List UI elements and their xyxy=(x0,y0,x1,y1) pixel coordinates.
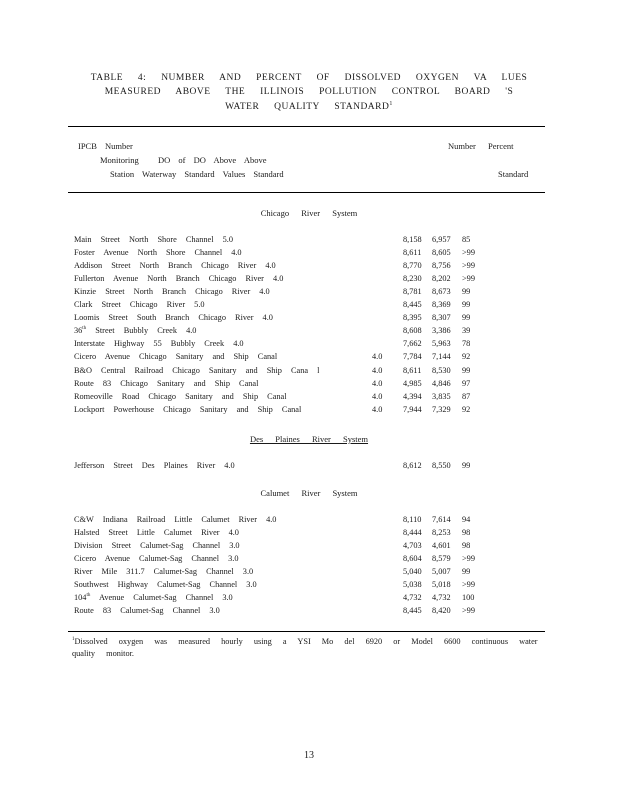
table-bottom-rule xyxy=(68,631,545,632)
cell-values-above-standard: 6,957 xyxy=(432,235,451,244)
cell-number-of-do-values: 4,394 xyxy=(403,391,422,401)
cell-number-of-do-values: 7,944 xyxy=(403,404,422,414)
cell-values-above-standard: 5,018 xyxy=(432,580,451,590)
table-row xyxy=(0,339,618,352)
station-name-text: Division Street Calumet-Sag Channel 3.0 xyxy=(74,541,240,551)
cell-percent-above-standard: >99 xyxy=(462,274,475,284)
station-name-text: Foster Avenue North Shore Channel 4.0 xyxy=(74,248,242,258)
ordinal-suffix: th xyxy=(86,593,91,599)
cell-percent-above-standard: 99 xyxy=(462,287,471,297)
station-name xyxy=(74,248,242,257)
header-percent: Percent xyxy=(488,141,514,151)
header-standard: Standard xyxy=(498,169,529,179)
station-name xyxy=(74,326,196,335)
station-name-text: Interstate Highway 55 Bubbly Creek 4.0 xyxy=(74,339,244,349)
station-name xyxy=(74,287,270,296)
footnote-marker: 1 xyxy=(72,637,75,642)
station-name-text: 104 xyxy=(74,593,87,603)
table-row xyxy=(0,528,618,541)
cell-values-above-standard: 7,144 xyxy=(432,352,451,362)
cell-values-above-standard: 4,732 xyxy=(432,593,451,603)
station-name-text: Clark Street Chicago River 5.0 xyxy=(74,300,205,310)
cell-percent-above-standard: 100 xyxy=(462,593,475,603)
cell-percent-above-standard: 99 xyxy=(462,300,471,310)
station-name-text: Southwest Highway Calumet-Sag Channel 3.0 xyxy=(74,580,257,590)
table-row xyxy=(0,392,618,405)
cell-percent-above-standard: 92 xyxy=(462,352,471,362)
section-title xyxy=(0,434,618,444)
header-bottom-rule xyxy=(68,192,545,193)
cell-values-above-standard: 5,007 xyxy=(432,567,451,577)
cell-values-above-standard: 8,420 xyxy=(432,606,451,616)
header-do-line: DO of DO Above Above xyxy=(158,155,267,165)
cell-number-of-do-values: 8,110 xyxy=(403,515,422,524)
station-name xyxy=(74,580,257,589)
cell-percent-above-standard: 97 xyxy=(462,378,471,388)
cell-number-of-do-values: 8,770 xyxy=(403,261,422,271)
station-name xyxy=(74,554,238,563)
station-name xyxy=(74,339,244,348)
station-name-text: Lockport Powerhouse Chicago Sanitary and Ship Canal xyxy=(74,404,302,414)
table-row xyxy=(0,287,618,300)
station-name-text: 36 xyxy=(74,326,83,336)
cell-percent-above-standard: 99 xyxy=(462,313,471,323)
cell-do-standard: 4.0 xyxy=(372,352,383,362)
cell-number-of-do-values: 8,608 xyxy=(403,326,422,336)
station-name-text: Loomis Street South Branch Chicago River 4.0 xyxy=(74,313,273,323)
cell-percent-above-standard: >99 xyxy=(462,554,475,564)
page-number: 13 xyxy=(304,750,314,761)
station-name xyxy=(74,528,239,537)
station-name-rest: Avenue Calumet-Sag Channel 3.0 xyxy=(90,593,233,603)
cell-number-of-do-values: 4,985 xyxy=(403,378,422,388)
table-row xyxy=(0,541,618,554)
section-title-text: Calumet River System xyxy=(260,488,358,498)
cell-values-above-standard: 7,614 xyxy=(432,515,451,524)
cell-values-above-standard: 8,605 xyxy=(432,248,451,258)
table-row xyxy=(0,352,618,365)
station-name xyxy=(74,515,276,524)
station-name xyxy=(74,274,283,283)
station-name-text: C&W Indiana Railroad Little Calumet River 4.0 xyxy=(74,515,277,524)
station-name-text: Fullerton Avenue North Branch Chicago River 4.0 xyxy=(74,274,284,284)
table-row xyxy=(0,515,618,528)
cell-values-above-standard: 8,307 xyxy=(432,313,451,323)
table-title-text: WATER QUALITY STANDARD xyxy=(225,102,390,113)
cell-percent-above-standard: 98 xyxy=(462,528,471,538)
station-name xyxy=(74,313,273,322)
cell-number-of-do-values: 7,662 xyxy=(403,339,422,349)
cell-values-above-standard: 5,963 xyxy=(432,339,451,349)
table-row xyxy=(0,261,618,274)
table-row xyxy=(0,567,618,580)
cell-percent-above-standard: 99 xyxy=(462,365,471,375)
station-name-text: Cicero Avenue Calumet-Sag Channel 3.0 xyxy=(74,554,239,564)
footnote-text: Dissolved oxygen was measured hourly using a YSI Mo del 6920 or Model 6600 continuous water quality monitor. xyxy=(72,636,538,658)
cell-number-of-do-values: 8,611 xyxy=(403,248,422,258)
cell-values-above-standard: 8,756 xyxy=(432,261,451,271)
cell-do-standard: 4.0 xyxy=(372,391,383,401)
cell-percent-above-standard: 78 xyxy=(462,339,471,349)
cell-number-of-do-values: 5,038 xyxy=(403,580,422,590)
cell-number-of-do-values: 8,444 xyxy=(403,528,422,538)
cell-percent-above-standard: 85 xyxy=(462,235,471,244)
cell-number-of-do-values: 7,784 xyxy=(403,352,422,362)
cell-number-of-do-values: 8,158 xyxy=(403,235,422,244)
table-row xyxy=(0,274,618,287)
table-row xyxy=(0,326,618,339)
station-name xyxy=(74,541,240,550)
cell-values-above-standard: 8,369 xyxy=(432,300,451,310)
station-name xyxy=(74,567,253,576)
cell-percent-above-standard: 94 xyxy=(462,515,471,524)
table-row xyxy=(0,235,618,248)
table-title-line-3 xyxy=(0,101,618,112)
station-name-text: Route 83 Calumet-Sag Channel 3.0 xyxy=(74,606,220,616)
section-title xyxy=(0,488,618,498)
station-name-text: Route 83 Chicago Sanitary and Ship Canal xyxy=(74,378,259,388)
cell-number-of-do-values: 8,445 xyxy=(403,606,422,616)
cell-number-of-do-values: 8,230 xyxy=(403,274,422,284)
cell-percent-above-standard: 39 xyxy=(462,326,471,336)
station-name xyxy=(74,606,220,615)
cell-number-of-do-values: 8,395 xyxy=(403,313,422,323)
table-row xyxy=(0,313,618,326)
cell-number-of-do-values: 8,781 xyxy=(403,287,422,297)
table-row xyxy=(0,366,618,379)
header-station-line: Station Waterway Standard Values Standard xyxy=(110,169,284,179)
section-title-text: Des Plaines River System xyxy=(249,434,369,444)
cell-percent-above-standard: >99 xyxy=(462,261,475,271)
station-name xyxy=(74,379,258,388)
table-row xyxy=(0,300,618,313)
footnote xyxy=(72,634,542,660)
station-name xyxy=(74,366,319,375)
table-row xyxy=(0,379,618,392)
cell-do-standard: 4.0 xyxy=(372,378,383,388)
cell-values-above-standard: 8,673 xyxy=(432,287,451,297)
cell-percent-above-standard: 92 xyxy=(462,404,471,414)
title-footnote-marker: 1 xyxy=(389,101,393,107)
header-number: Number xyxy=(448,141,476,151)
cell-percent-above-standard: >99 xyxy=(462,606,475,616)
station-name-text: Kinzie Street North Branch Chicago River 4.0 xyxy=(74,287,270,297)
cell-number-of-do-values: 4,703 xyxy=(403,541,422,551)
station-name xyxy=(74,235,233,244)
station-name-text: Jefferson Street Des Plaines River 4.0 xyxy=(74,461,235,470)
section-title xyxy=(0,208,618,218)
table-row xyxy=(0,554,618,567)
cell-values-above-standard: 8,253 xyxy=(432,528,451,538)
station-name-text: Romeoville Road Chicago Sanitary and Ship Canal xyxy=(74,391,287,401)
station-name xyxy=(74,392,287,401)
cell-values-above-standard: 8,202 xyxy=(432,274,451,284)
cell-percent-above-standard: 99 xyxy=(462,461,471,470)
cell-number-of-do-values: 8,445 xyxy=(403,300,422,310)
cell-percent-above-standard: >99 xyxy=(462,580,475,590)
cell-values-above-standard: 7,329 xyxy=(432,404,451,414)
table-row xyxy=(0,461,618,474)
cell-values-above-standard: 3,386 xyxy=(432,326,451,336)
station-name xyxy=(74,461,235,470)
station-name-text: River Mile 311.7 Calumet-Sag Channel 3.0 xyxy=(74,567,254,577)
header-ipcb-number: IPCB Number xyxy=(78,141,133,151)
cell-percent-above-standard: 99 xyxy=(462,567,471,577)
table-row xyxy=(0,606,618,619)
cell-number-of-do-values: 5,040 xyxy=(403,567,422,577)
cell-number-of-do-values: 8,612 xyxy=(403,461,422,470)
cell-do-standard: 4.0 xyxy=(372,365,383,375)
cell-number-of-do-values: 8,611 xyxy=(403,365,422,375)
cell-percent-above-standard: >99 xyxy=(462,248,475,258)
station-name xyxy=(74,405,301,414)
station-name xyxy=(74,593,233,602)
cell-values-above-standard: 3,835 xyxy=(432,391,451,401)
cell-number-of-do-values: 4,732 xyxy=(403,593,422,603)
ordinal-suffix: th xyxy=(82,326,87,332)
section-title-text: Chicago River System xyxy=(260,208,358,218)
station-name xyxy=(74,352,277,361)
table-row xyxy=(0,580,618,593)
station-name xyxy=(74,300,205,309)
cell-values-above-standard: 8,579 xyxy=(432,554,451,564)
station-name-text: Halsted Street Little Calumet River 4.0 xyxy=(74,528,239,538)
station-name-text: Addison Street North Branch Chicago River 4.0 xyxy=(74,261,276,271)
table-title-line-1: TABLE 4: NUMBER AND PERCENT OF DISSOLVED OXYGEN VA LUES xyxy=(90,73,528,83)
station-name-text: Cicero Avenue Chicago Sanitary and Ship Canal xyxy=(74,352,278,362)
cell-values-above-standard: 8,530 xyxy=(432,365,451,375)
station-name-text: B&O Central Railroad Chicago Sanitary and Ship Cana l xyxy=(74,365,320,375)
cell-number-of-do-values: 8,604 xyxy=(403,554,422,564)
table-row xyxy=(0,405,618,418)
table-title-line-2: MEASURED ABOVE THE ILLINOIS POLLUTION CONTROL BOARD 'S xyxy=(104,87,514,97)
cell-do-standard: 4.0 xyxy=(372,404,383,414)
station-name-text: Main Street North Shore Channel 5.0 xyxy=(74,235,233,244)
cell-values-above-standard: 4,846 xyxy=(432,378,451,388)
header-monitoring: Monitoring xyxy=(100,155,139,165)
cell-values-above-standard: 8,550 xyxy=(432,461,451,470)
station-name xyxy=(74,261,276,270)
cell-values-above-standard: 4,601 xyxy=(432,541,451,551)
cell-percent-above-standard: 87 xyxy=(462,391,471,401)
cell-percent-above-standard: 98 xyxy=(462,541,471,551)
station-name-rest: Street Bubbly Creek 4.0 xyxy=(86,326,197,336)
table-row xyxy=(0,248,618,261)
table-row xyxy=(0,593,618,606)
header-top-rule xyxy=(68,126,545,127)
